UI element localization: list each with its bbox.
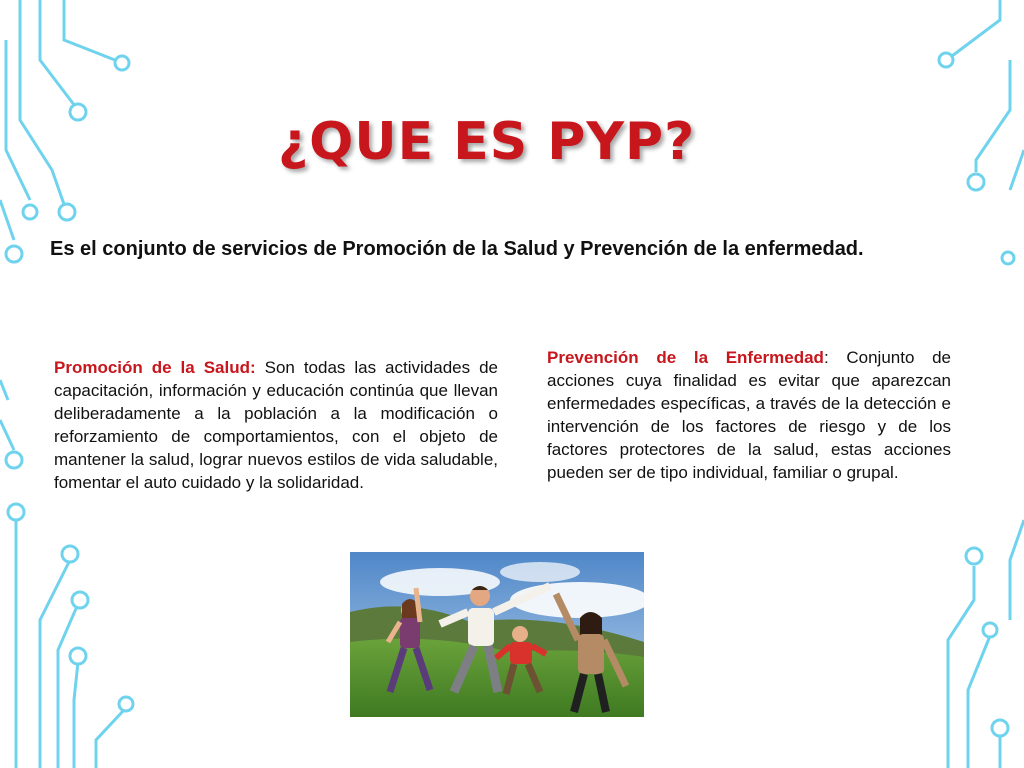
prevencion-term: Prevención de la Enfermedad [547, 348, 824, 367]
slide-title: ¿QUE ES PYP? [278, 112, 696, 172]
promocion-block [54, 356, 498, 494]
prevencion-block [547, 346, 951, 484]
prevencion-text: : Conjunto de acciones cuya finalidad es evitar que aparezcan enfermedades específicas, a través de la detección e intervención de los factores de riesgo y de los factores protectores de la salud, estas acciones pueden ser de tipo individual, familiar o grupal. [547, 348, 951, 482]
family-photo [350, 552, 644, 717]
promocion-text: Son todas las actividades de capacitación, información y educación continúa que llevan deliberadamente a la población a la modificación o reforzamiento de comportamientos, con el objeto de mantener la salud, lograr nuevos estilos de vida saludable, fomentar el auto cuidado y la solidaridad. [54, 358, 498, 492]
slide-subtitle: Es el conjunto de servicios de Promoción de la Salud y Prevención de la enfermedad. [50, 238, 864, 260]
promocion-term: Promoción de la Salud: [54, 358, 256, 377]
